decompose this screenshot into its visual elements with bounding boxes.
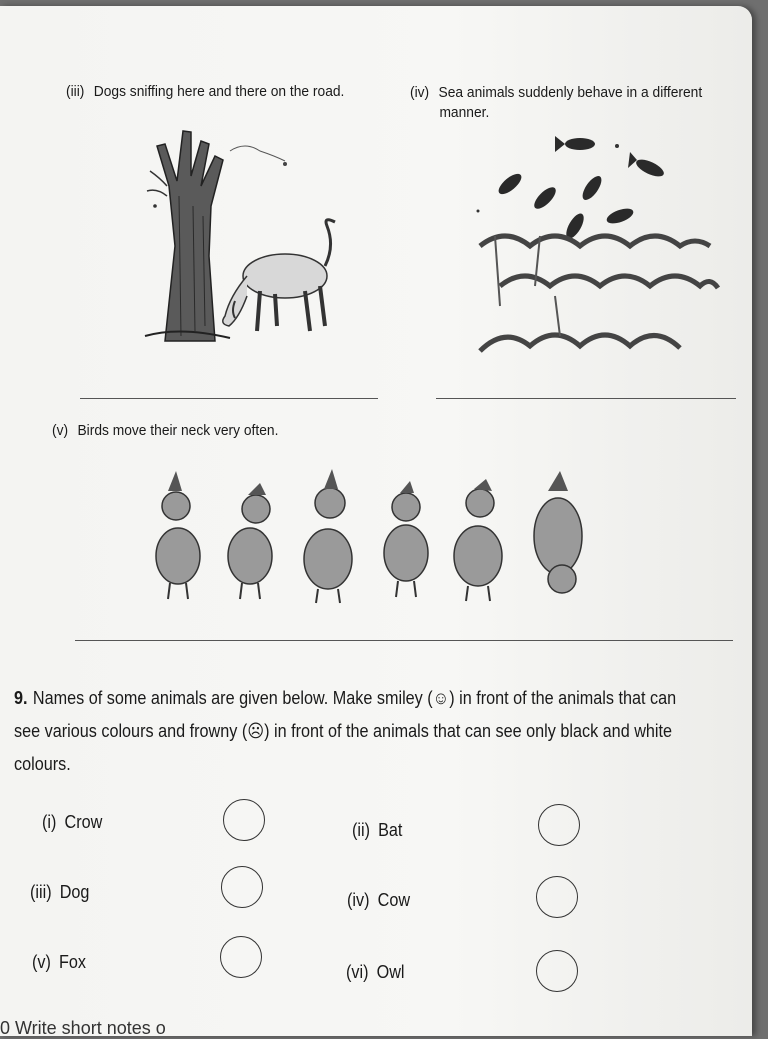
answer-circle-cow[interactable] bbox=[536, 876, 578, 918]
item-iii bbox=[66, 83, 344, 100]
option-bat bbox=[352, 820, 402, 841]
option-number: (iv) bbox=[347, 890, 370, 910]
option-fox bbox=[32, 952, 86, 973]
option-name: Cow bbox=[377, 890, 411, 910]
answer-circle-fox[interactable] bbox=[220, 936, 262, 978]
question-10-partial: 0 Write short notes o bbox=[0, 1018, 166, 1038]
option-name: Owl bbox=[376, 962, 405, 982]
item-iii-number: (iii) bbox=[66, 83, 85, 100]
option-number: (v) bbox=[32, 952, 51, 972]
question-9-number: 9. bbox=[14, 688, 28, 708]
answer-line-v[interactable] bbox=[75, 640, 733, 641]
item-iv-number: (iv) bbox=[410, 84, 430, 101]
item-iii-text: Dogs sniffing here and there on the road. bbox=[93, 83, 345, 100]
item-iv bbox=[410, 83, 741, 123]
answer-line-iii[interactable] bbox=[80, 398, 378, 399]
option-name: Dog bbox=[59, 882, 90, 902]
answer-circle-dog[interactable] bbox=[221, 866, 263, 908]
birds-illustration bbox=[148, 461, 598, 611]
option-number: (iii) bbox=[30, 882, 52, 902]
option-number: (ii) bbox=[352, 820, 370, 840]
option-name: Fox bbox=[59, 952, 87, 972]
worksheet-page bbox=[0, 6, 752, 1036]
item-iv-text-continued: manner. bbox=[439, 104, 490, 121]
tree-dog-illustration bbox=[135, 126, 350, 356]
answer-circle-bat[interactable] bbox=[538, 804, 580, 846]
question-9-text: Names of some animals are given below. Make smiley (☺) in front of the animals that can see various colours and frowny (☹) in front of the animals that can see only black and white colours. bbox=[14, 688, 677, 774]
option-name: Bat bbox=[378, 820, 403, 840]
item-v bbox=[52, 422, 278, 439]
item-v-text: Birds move their neck very often. bbox=[77, 422, 279, 439]
answer-line-iv[interactable] bbox=[436, 398, 736, 399]
option-dog bbox=[30, 882, 89, 903]
option-cow bbox=[347, 890, 410, 911]
option-crow bbox=[42, 812, 102, 833]
question-9 bbox=[14, 682, 680, 781]
option-number: (vi) bbox=[346, 962, 369, 982]
answer-circle-owl[interactable] bbox=[536, 950, 578, 992]
item-v-number: (v) bbox=[52, 422, 69, 439]
option-owl bbox=[346, 962, 405, 983]
option-name: Crow bbox=[64, 812, 103, 832]
option-number: (i) bbox=[42, 812, 57, 832]
answer-circle-crow[interactable] bbox=[223, 799, 265, 841]
item-iv-text: Sea animals suddenly behave in a different bbox=[438, 84, 703, 101]
fish-waves-illustration bbox=[470, 126, 720, 366]
